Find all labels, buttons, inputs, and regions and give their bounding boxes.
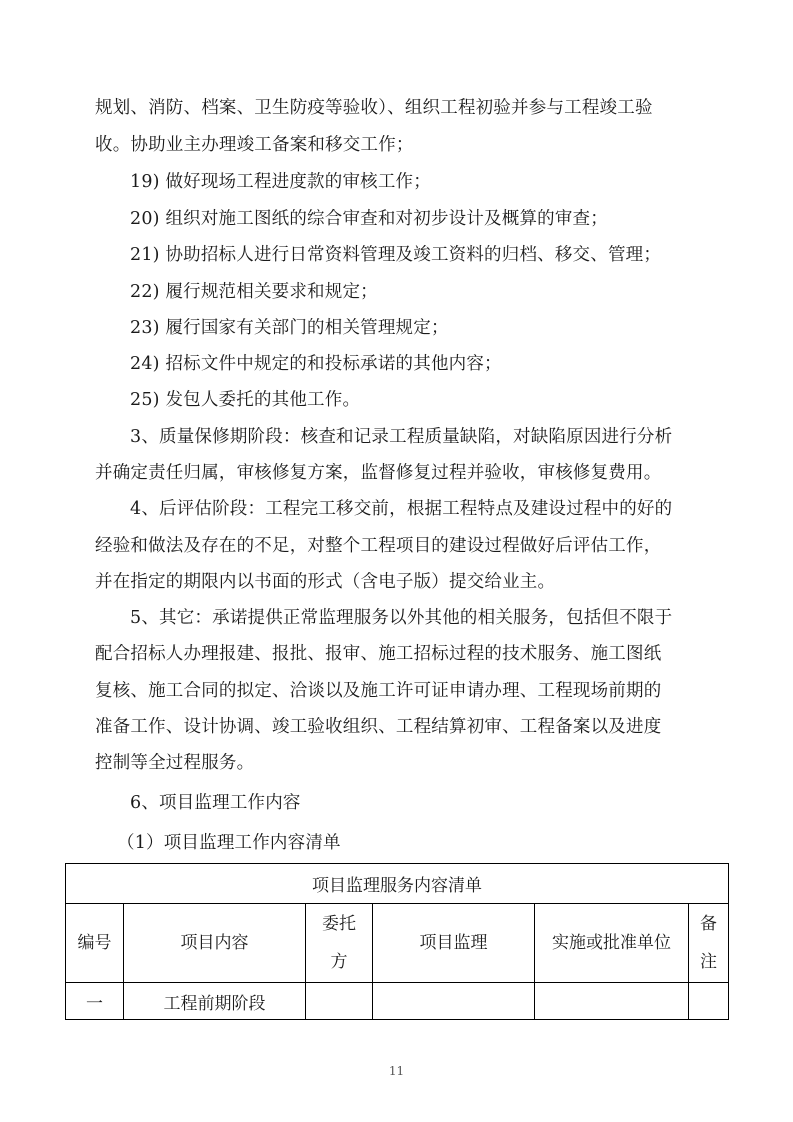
cell-number: 一 <box>66 983 124 1020</box>
paragraph-line: 收。协助业主办理竣工备案和移交工作； <box>95 135 414 155</box>
header-remark <box>689 904 729 983</box>
list-item: 19) 做好现场工程进度款的审核工作； <box>130 172 431 192</box>
list-item: 22) 履行规范相关要求和规定； <box>130 282 378 302</box>
supervision-content-table <box>65 863 729 1020</box>
header-client-line2: 方 <box>330 952 348 972</box>
section-3-line: 并确定责任归属，审核修复方案，监督修复过程并验收，审核修复费用。 <box>95 463 662 483</box>
table-header-row <box>66 904 729 983</box>
section-4-line: 4、后评估阶段：工程完工移交前，根据工程特点及建设过程中的好的 <box>130 499 673 519</box>
header-content: 项目内容 <box>124 904 306 983</box>
cell-client <box>306 983 373 1020</box>
cell-content: 工程前期阶段 <box>124 983 306 1020</box>
section-6-heading: 6、项目监理工作内容 <box>130 793 301 813</box>
cell-approver <box>535 983 689 1020</box>
subsection-heading: （1）项目监理工作内容清单 <box>117 833 341 853</box>
cell-remark <box>689 983 729 1020</box>
section-5-line: 5、其它：承诺提供正常监理服务以外其他的相关服务，包括但不限于 <box>130 608 673 628</box>
header-remark-line2: 注 <box>700 952 717 972</box>
section-5-line: 复核、施工合同的拟定、洽谈以及施工许可证申请办理、工程现场前期的 <box>95 681 662 701</box>
header-supervision: 项目监理 <box>373 904 535 983</box>
list-item: 25) 发包人委托的其他工作。 <box>130 390 361 410</box>
paragraph-line: 规划、消防、档案、卫生防疫等验收）、组织工程初验并参与工程竣工验 <box>95 98 653 118</box>
header-number: 编号 <box>66 904 124 983</box>
cell-supervision <box>373 983 535 1020</box>
section-5-line: 准备工作、设计协调、竣工验收组织、工程结算初审、工程备案以及进度 <box>95 717 662 737</box>
section-5-line: 控制等全过程服务。 <box>95 753 255 773</box>
table-row <box>66 983 729 1020</box>
header-client-line1: 委托 <box>322 914 356 934</box>
table-title: 项目监理服务内容清单 <box>66 864 729 904</box>
header-approver: 实施或批准单位 <box>535 904 689 983</box>
list-item: 20) 组织对施工图纸的综合审查和对初步设计及概算的审查； <box>130 209 608 229</box>
section-3-line: 3、质量保修期阶段：核查和记录工程质量缺陷，对缺陷原因进行分析 <box>130 427 673 447</box>
table-title-row <box>66 864 729 904</box>
list-item: 21) 协助招标人进行日常资料管理及竣工资料的归档、移交、管理； <box>130 245 662 265</box>
section-4-line: 并在指定的期限内以书面的形式（含电子版）提交给业主。 <box>95 572 556 592</box>
list-item: 24) 招标文件中规定的和投标承诺的其他内容； <box>130 354 502 374</box>
section-5-line: 配合招标人办理报建、报批、报审、施工招标过程的技术服务、施工图纸 <box>95 644 662 664</box>
section-4-line: 经验和做法及存在的不足，对整个工程项目的建设过程做好后评估工作， <box>95 536 662 556</box>
page-number: 11 <box>388 1064 405 1078</box>
header-remark-line1: 备 <box>700 914 717 934</box>
list-item: 23) 履行国家有关部门的相关管理规定； <box>130 318 449 338</box>
header-client <box>306 904 373 983</box>
